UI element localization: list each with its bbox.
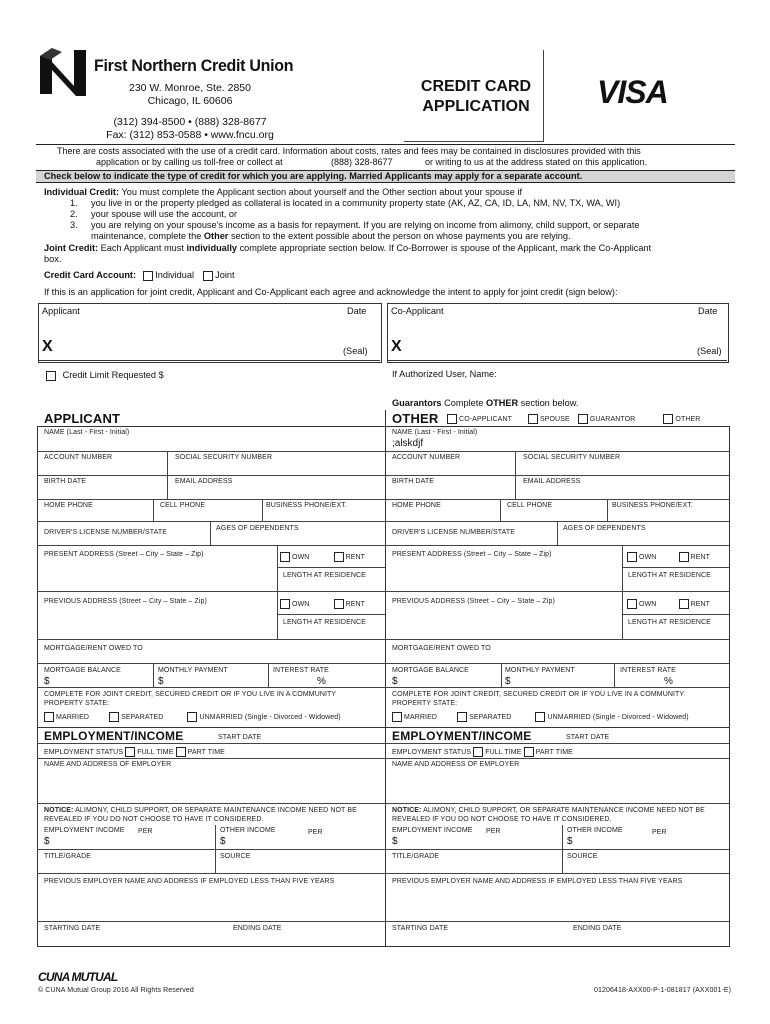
- applicant-title-grade-label: TITLE/GRADE: [44, 853, 91, 860]
- other-previous-employer-label: PREVIOUS EMPLOYER NAME AND ADDRESS IF EMPLOYED LESS THAN FIVE YEARS: [392, 878, 683, 885]
- applicant-section-title: APPLICANT: [44, 411, 121, 426]
- other-present-address-label: PRESENT ADDRESS (Street – City – State – Zip): [392, 551, 552, 558]
- applicant-employment-status-row: EMPLOYMENT STATUS FULL TIME PART TIME: [44, 748, 225, 756]
- applicant-account-number-label: ACCOUNT NUMBER: [44, 454, 113, 461]
- header-divider: [543, 50, 544, 142]
- applicant-employment-title: EMPLOYMENT/INCOME: [44, 729, 184, 743]
- other-interest-rate-label: INTEREST RATE: [620, 667, 676, 674]
- first-northern-logo-icon: [38, 46, 94, 98]
- applicant-drivers-license-label: DRIVER'S LICENSE NUMBER/STATE: [44, 529, 167, 536]
- guarantors-note: Guarantors Complete OTHER section below.: [392, 398, 579, 408]
- applicant-other-income-per: PER: [308, 829, 323, 836]
- individual-heading: Individual Credit:: [44, 187, 120, 197]
- other-name-label: NAME (Last - First - Initial): [392, 429, 478, 436]
- joint-heading: Joint Credit:: [44, 243, 99, 253]
- applicant-present-rent-checkbox[interactable]: [334, 552, 344, 562]
- header: [0, 0, 770, 145]
- other-title-grade-label: TITLE/GRADE: [392, 853, 439, 860]
- individual-item-2-num: 2.: [70, 209, 78, 219]
- other-ages-dependents-label: AGES OF DEPENDENTS: [563, 525, 646, 532]
- applicant-present-own-option: OWN RENT: [280, 552, 365, 562]
- other-present-length-label: LENGTH AT RESIDENCE: [628, 572, 711, 579]
- other-section-title: OTHER: [392, 411, 439, 426]
- disclosure-line1: There are costs associated with the use of a credit card. Information about costs, rates and fees may be contained in disclosures provided with this: [57, 146, 641, 156]
- other-separated-checkbox[interactable]: [457, 712, 467, 722]
- other-account-number-label: ACCOUNT NUMBER: [392, 454, 461, 461]
- other-employment-status-row: EMPLOYMENT STATUS FULL TIME PART TIME: [392, 748, 573, 756]
- other-business-phone-label: BUSINESS PHONE/EXT.: [612, 502, 693, 509]
- applicant-seal: (Seal): [343, 346, 368, 356]
- org-address-line1: 230 W. Monroe, Ste. 2850: [129, 82, 251, 94]
- other-marital-options: MARRIED SEPARATED UNMARRIED (Single - Divorced - Widowed): [392, 712, 689, 722]
- applicant-signature-box[interactable]: [38, 303, 382, 363]
- applicant-starting-date-label: STARTING DATE: [44, 925, 101, 932]
- applicant-interest-percent: %: [317, 676, 326, 687]
- other-previous-own-option: OWN RENT: [627, 599, 710, 609]
- other-interest-percent: %: [664, 676, 673, 687]
- applicant-other-income-label: OTHER INCOME: [220, 827, 276, 834]
- credit-limit-checkbox[interactable]: [46, 371, 56, 381]
- individual-checkbox[interactable]: [143, 271, 153, 281]
- applicant-marital-options: MARRIED SEPARATED UNMARRIED (Single - Divorced - Widowed): [44, 712, 341, 722]
- applicant-mortgage-owed-label: MORTGAGE/RENT OWED TO: [44, 645, 143, 652]
- applicant-start-date-label: START DATE: [218, 734, 262, 741]
- individual-option: Individual: [155, 270, 195, 280]
- applicant-employment-income-per: PER: [138, 828, 153, 835]
- joint-checkbox[interactable]: [203, 271, 213, 281]
- individual-item-1: you live in or the property pledged as collateral is located in a community property state (AK, AZ, CA, ID, LA, NM, NV, TX, WA, WI): [91, 198, 621, 208]
- other-employment-income-dollar: $: [392, 836, 398, 847]
- other-drivers-license-label: DRIVER'S LICENSE NUMBER/STATE: [392, 529, 515, 536]
- applicant-joint-note: COMPLETE FOR JOINT CREDIT, SECURED CREDIT OR IF YOU LIVE IN A COMMUNITY PROPERTY STATE:: [44, 691, 337, 707]
- applicant-mortgage-balance-label: MORTGAGE BALANCE: [44, 667, 121, 674]
- individual-item-3: you are relying on your spouse's income as a basis for repayment. If you are relying on income from alimony, child support, or separate: [91, 220, 640, 230]
- other-present-rent-checkbox[interactable]: [679, 552, 689, 562]
- applicant-monthly-payment-dollar: $: [158, 676, 164, 687]
- applicant-other-income-dollar: $: [220, 836, 226, 847]
- individual-item-2: your spouse will use the account, or: [91, 209, 238, 219]
- other-employment-title: EMPLOYMENT/INCOME: [392, 729, 532, 743]
- account-label: Credit Card Account:: [44, 270, 137, 280]
- other-other-income-dollar: $: [567, 836, 573, 847]
- applicant-signature-label: Applicant: [42, 306, 80, 316]
- form-title-line1: CREDIT CARD: [420, 78, 532, 95]
- other-previous-address-label: PREVIOUS ADDRESS (Street – City – State – Zip): [392, 598, 555, 605]
- applicant-full-time-checkbox[interactable]: [125, 747, 135, 757]
- applicant-interest-rate-label: INTEREST RATE: [273, 667, 329, 674]
- applicant-unmarried-checkbox[interactable]: [187, 712, 197, 722]
- applicant-separated-checkbox[interactable]: [109, 712, 119, 722]
- joint-option: Joint: [215, 270, 235, 280]
- visa-logo: VISA: [597, 74, 668, 110]
- applicant-name-label: NAME (Last - First - Initial): [44, 429, 130, 436]
- guarantor-checkbox[interactable]: [578, 414, 588, 424]
- footer-copyright: © CUNA Mutual Group 2016 All Rights Reserved: [38, 987, 194, 994]
- applicant-employment-income-dollar: $: [44, 836, 50, 847]
- applicant-home-phone-label: HOME PHONE: [44, 502, 93, 509]
- applicant-present-length-label: LENGTH AT RESIDENCE: [283, 572, 366, 579]
- other-starting-date-label: STARTING DATE: [392, 925, 449, 932]
- other-other-income-per: PER: [652, 829, 667, 836]
- co-applicant-signature-label: Co-Applicant: [391, 306, 444, 316]
- other-notice: NOTICE: ALIMONY, CHILD SUPPORT, OR SEPARATE MAINTENANCE INCOME NEED NOT BE REVEALED IF YOU DO NOT CHOOSE TO HAVE IT CONSIDERED.: [392, 807, 705, 823]
- applicant-birth-date-label: BIRTH DATE: [44, 478, 86, 485]
- other-monthly-payment-label: MONTHLY PAYMENT: [505, 667, 575, 674]
- applicant-x-mark: X: [42, 338, 53, 355]
- other-start-date-label: START DATE: [566, 734, 610, 741]
- applicant-previous-rent-checkbox[interactable]: [334, 599, 344, 609]
- applicant-employer-label: NAME AND ADDRESS OF EMPLOYER: [44, 761, 172, 768]
- org-address-line2: Chicago, IL 60606: [147, 95, 233, 107]
- co-applicant-x-mark: X: [391, 338, 402, 355]
- applicant-email-label: EMAIL ADDRESS: [175, 478, 233, 485]
- applicant-notice: NOTICE: ALIMONY, CHILD SUPPORT, OR SEPARATE MAINTENANCE INCOME NEED NOT BE REVEALED IF YOU DO NOT CHOOSE TO HAVE IT CONSIDERED.: [44, 807, 357, 823]
- credit-limit-label: Credit Limit Requested $: [62, 370, 164, 380]
- other-cell-phone-label: CELL PHONE: [507, 502, 553, 509]
- other-home-phone-label: HOME PHONE: [392, 502, 441, 509]
- authorized-user-label: If Authorized User, Name:: [392, 369, 497, 379]
- individual-item-3-num: 3.: [70, 220, 78, 230]
- applicant-date-label: Date: [347, 306, 367, 316]
- other-present-own-checkbox[interactable]: [627, 552, 637, 562]
- applicant-ages-dependents-label: AGES OF DEPENDENTS: [216, 525, 299, 532]
- other-part-time-checkbox[interactable]: [524, 747, 534, 757]
- other-monthly-payment-dollar: $: [505, 676, 511, 687]
- applicant-part-time-checkbox[interactable]: [176, 747, 186, 757]
- other-present-own-option: OWN RENT: [627, 552, 710, 562]
- credit-limit-row: [46, 370, 164, 381]
- other-full-time-checkbox[interactable]: [473, 747, 483, 757]
- individual-text: You must complete the Applicant section about yourself and the Other section about your spouse if: [121, 187, 523, 197]
- other-ending-date-label: ENDING DATE: [573, 925, 622, 932]
- applicant-source-label: SOURCE: [220, 853, 251, 860]
- spouse-checkbox[interactable]: [528, 414, 538, 424]
- joint-credit: Joint Credit: Each Applicant must individually complete appropriate section below. If Co-Borrower is spouse of the Applicant, mark the Co-Applicant: [44, 243, 652, 253]
- individual-credit: [44, 187, 522, 198]
- top-rule: [36, 144, 735, 145]
- other-name-value[interactable]: ;alskdjf: [392, 438, 424, 449]
- applicant-business-phone-label: BUSINESS PHONE/EXT.: [266, 502, 347, 509]
- disclosure-phone: (888) 328-8677: [331, 157, 393, 167]
- disclosure-line2a: application or by calling us toll-free or collect at: [96, 157, 283, 167]
- other-ssn-label: SOCIAL SECURITY NUMBER: [523, 454, 621, 461]
- individual-item-3-cont: maintenance, complete the Other section to the extent possible about the person on whose payments you are relying.: [91, 231, 571, 241]
- footer-form-code: 01206418-AXX00-P-1-081817 (AXX001-E): [594, 987, 732, 994]
- other-employer-label: NAME AND ADDRESS OF EMPLOYER: [392, 761, 520, 768]
- other-source-label: SOURCE: [567, 853, 598, 860]
- instruction-bar: [36, 170, 735, 183]
- other-previous-length-label: LENGTH AT RESIDENCE: [628, 619, 711, 626]
- other-previous-rent-checkbox[interactable]: [679, 599, 689, 609]
- other-type-options: CO-APPLICANT SPOUSE GUARANTOR OTHER: [447, 414, 700, 424]
- instruction-text: Check below to indicate the type of credit for which you are applying. Married Applicants may apply for a separate account.: [44, 171, 583, 181]
- other-previous-own-checkbox[interactable]: [627, 599, 637, 609]
- other-employment-income-label: EMPLOYMENT INCOME: [392, 827, 473, 834]
- other-employment-income-per: PER: [486, 828, 501, 835]
- other-type-checkbox[interactable]: [663, 414, 673, 424]
- co-applicant-seal: (Seal): [697, 346, 722, 356]
- applicant-ending-date-label: ENDING DATE: [233, 925, 282, 932]
- other-mortgage-balance-label: MORTGAGE BALANCE: [392, 667, 469, 674]
- co-applicant-checkbox[interactable]: [447, 414, 457, 424]
- disclosure-line2b: or writing to us at the address stated on this application.: [425, 157, 648, 167]
- org-phones: (312) 394-8500 • (888) 328-8677: [113, 116, 267, 128]
- applicant-present-own-checkbox[interactable]: [280, 552, 290, 562]
- applicant-previous-employer-label: PREVIOUS EMPLOYER NAME AND ADDRESS IF EMPLOYED LESS THAN FIVE YEARS: [44, 878, 335, 885]
- co-applicant-date-label: Date: [698, 306, 718, 316]
- header-rule: [404, 141, 544, 142]
- applicant-monthly-payment-label: MONTHLY PAYMENT: [158, 667, 228, 674]
- applicant-previous-own-checkbox[interactable]: [280, 599, 290, 609]
- other-unmarried-checkbox[interactable]: [535, 712, 545, 722]
- co-applicant-signature-box[interactable]: [387, 303, 729, 363]
- individual-item-1-num: 1.: [70, 198, 78, 208]
- other-other-income-label: OTHER INCOME: [567, 827, 623, 834]
- other-birth-date-label: BIRTH DATE: [392, 478, 434, 485]
- org-name: First Northern Credit Union: [94, 56, 294, 75]
- applicant-present-address-label: PRESENT ADDRESS (Street – City – State – Zip): [44, 551, 204, 558]
- form-title-line2: APPLICATION: [422, 98, 530, 115]
- other-mortgage-owed-label: MORTGAGE/RENT OWED TO: [392, 645, 491, 652]
- applicant-ssn-label: SOCIAL SECURITY NUMBER: [175, 454, 273, 461]
- applicant-previous-length-label: LENGTH AT RESIDENCE: [283, 619, 366, 626]
- applicant-married-checkbox[interactable]: [44, 712, 54, 722]
- joint-intent-note: If this is an application for joint credit, Applicant and Co-Applicant each agree and acknowledge the intent to apply for joint credit (sign below):: [44, 287, 618, 297]
- other-married-checkbox[interactable]: [392, 712, 402, 722]
- other-email-label: EMAIL ADDRESS: [523, 478, 581, 485]
- applicant-cell-phone-label: CELL PHONE: [160, 502, 206, 509]
- cuna-mutual-logo: CUNA MUTUAL: [38, 970, 118, 984]
- org-fax-web: Fax: (312) 853-0588 • www.fncu.org: [106, 129, 274, 141]
- credit-card-account-row: [44, 270, 235, 281]
- other-joint-note: COMPLETE FOR JOINT CREDIT, SECURED CREDIT OR IF YOU LIVE IN A COMMUNITY PROPERTY STATE:: [392, 691, 685, 707]
- applicant-previous-own-option: OWN RENT: [280, 599, 365, 609]
- applicant-previous-address-label: PREVIOUS ADDRESS (Street – City – State – Zip): [44, 598, 207, 605]
- joint-credit-cont: box.: [44, 254, 62, 264]
- applicant-employment-income-label: EMPLOYMENT INCOME: [44, 827, 125, 834]
- other-mortgage-balance-dollar: $: [392, 676, 398, 687]
- applicant-mortgage-balance-dollar: $: [44, 676, 50, 687]
